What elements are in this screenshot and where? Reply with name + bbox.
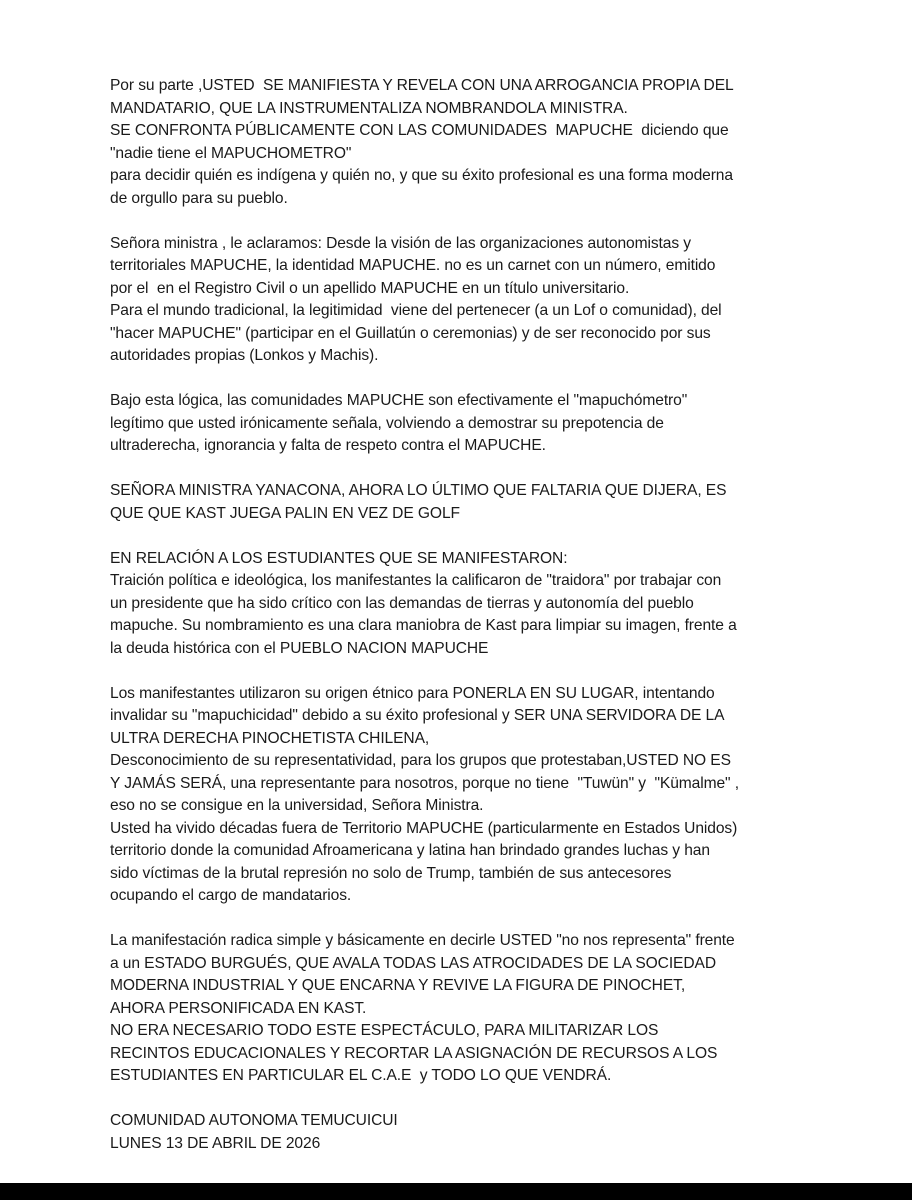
text-line: territorio donde la comunidad Afroamericana y latina han brindado grandes luchas y han — [110, 842, 710, 859]
paragraph-5 — [110, 548, 810, 661]
paragraph-gap — [110, 908, 810, 931]
text-line: por el en el Registro Civil o un apellido MAPUCHE en un título universitario. — [110, 279, 630, 297]
text-line: territoriales MAPUCHE, la identidad MAPUCHE. no es un carnet con un número, emitido — [110, 257, 716, 274]
paragraph-2 — [110, 233, 810, 368]
text-line: MODERNA INDUSTRIAL Y QUE ENCARNA Y REVIVE LA FIGURA DE PINOCHET, — [110, 977, 686, 994]
paragraph-gap — [110, 458, 810, 481]
bottom-black-bar — [0, 1183, 912, 1200]
paragraph-6 — [110, 683, 810, 908]
text-line: Los manifestantes utilizaron su origen étnico para PONERLA EN SU LUGAR, intentando — [110, 684, 715, 702]
text-line: EN RELACIÓN A LOS ESTUDIANTES QUE SE MANIFESTARON: — [110, 549, 568, 567]
text-line: RECINTOS EDUCACIONALES Y RECORTAR LA ASIGNACIÓN DE RECURSOS A LOS — [110, 1044, 718, 1062]
text-line: Por su parte ,USTED SE MANIFIESTA Y REVELA CON UNA ARROGANCIA PROPIA DEL — [110, 77, 734, 94]
signature-block — [110, 1110, 810, 1155]
text-line: "hacer MAPUCHE" (participar en el Guillatún o ceremonias) y de ser reconocido por sus — [110, 324, 711, 342]
signature-organization: COMUNIDAD AUTONOMA TEMUCUICUI — [110, 1112, 398, 1129]
text-line: Y JAMÁS SERÁ, una representante para nosotros, porque no tiene "Tuwün" y "Kümalme" , — [110, 774, 739, 792]
text-line: AHORA PERSONIFICADA EN KAST. — [110, 999, 367, 1017]
text-line: mapuche. Su nombramiento es una clara maniobra de Kast para limpiar su imagen, frente a — [110, 617, 737, 634]
text-line: sido víctimas de la brutal represión no solo de Trump, también de sus antecesores — [110, 864, 672, 882]
paragraph-gap — [110, 660, 810, 683]
text-line: SE CONFRONTA PÚBLICAMENTE CON LAS COMUNIDADES MAPUCHE diciendo que — [110, 122, 729, 139]
text-line: invalidar su "mapuchicidad" debido a su éxito profesional y SER UNA SERVIDORA DE LA — [110, 707, 725, 724]
text-line: Señora ministra , le aclaramos: Desde la visión de las organizaciones autonomistas y — [110, 234, 691, 252]
text-line: MANDATARIO, QUE LA INSTRUMENTALIZA NOMBRANDOLA MINISTRA. — [110, 99, 628, 117]
text-line: la deuda histórica con el PUEBLO NACION MAPUCHE — [110, 639, 489, 657]
text-line: ultraderecha, ignorancia y falta de respeto contra el MAPUCHE. — [110, 437, 546, 454]
text-line: SEÑORA MINISTRA YANACONA, AHORA LO ÚLTIMO QUE FALTARIA QUE DIJERA, ES — [110, 482, 727, 499]
text-line: un presidente que ha sido crítico con las demandas de tierras y autonomía del pueblo — [110, 594, 694, 612]
text-line: La manifestación radica simple y básicamente en decirle USTED "no nos representa" frente — [110, 932, 735, 949]
text-line: legítimo que usted irónicamente señala, volviendo a demostrar su prepotencia de — [110, 414, 664, 432]
text-line: NO ERA NECESARIO TODO ESTE ESPECTÁCULO, PARA MILITARIZAR LOS — [110, 1022, 659, 1039]
text-line: a un ESTADO BURGUÉS, QUE AVALA TODAS LAS ATROCIDADES DE LA SOCIEDAD — [110, 954, 716, 972]
text-line: eso no se consigue en la universidad, Señora Ministra. — [110, 797, 484, 814]
paragraph-3 — [110, 390, 810, 458]
paragraph-gap — [110, 525, 810, 548]
paragraph-7 — [110, 930, 810, 1088]
paragraph-4 — [110, 480, 810, 525]
text-line: ocupando el cargo de mandatarios. — [110, 887, 352, 904]
text-line: Bajo esta lógica, las comunidades MAPUCHE son efectivamente el "mapuchómetro" — [110, 392, 688, 409]
text-line: Para el mundo tradicional, la legitimidad viene del pertenecer (a un Lof o comunidad), del — [110, 302, 722, 319]
text-line: "nadie tiene el MAPUCHOMETRO" — [110, 144, 352, 162]
text-line: autoridades propias (Lonkos y Machis). — [110, 347, 379, 364]
text-line: para decidir quién es indígena y quién no, y que su éxito profesional es una forma moderna — [110, 167, 733, 184]
text-line: Traición política e ideológica, los manifestantes la calificaron de "traidora" por trabajar con — [110, 572, 722, 589]
paragraph-gap — [110, 210, 810, 233]
text-line: Desconocimiento de su representatividad, para los grupos que protestaban,USTED NO ES — [110, 752, 731, 769]
text-line: de orgullo para su pueblo. — [110, 189, 288, 207]
paragraph-gap — [110, 1088, 810, 1111]
letter-body — [110, 75, 810, 1155]
text-line: QUE QUE KAST JUEGA PALIN EN VEZ DE GOLF — [110, 504, 460, 522]
text-line: Usted ha vivido décadas fuera de Territorio MAPUCHE (particularmente en Estados Unidos) — [110, 819, 738, 837]
paragraph-1 — [110, 75, 810, 210]
text-line: ULTRA DERECHA PINOCHETISTA CHILENA, — [110, 729, 430, 747]
signature-date: LUNES 13 DE ABRIL DE 2026 — [110, 1134, 321, 1152]
paragraph-gap — [110, 368, 810, 391]
text-line: ESTUDIANTES EN PARTICULAR EL C.A.E y TODO LO QUE VENDRÁ. — [110, 1067, 612, 1084]
